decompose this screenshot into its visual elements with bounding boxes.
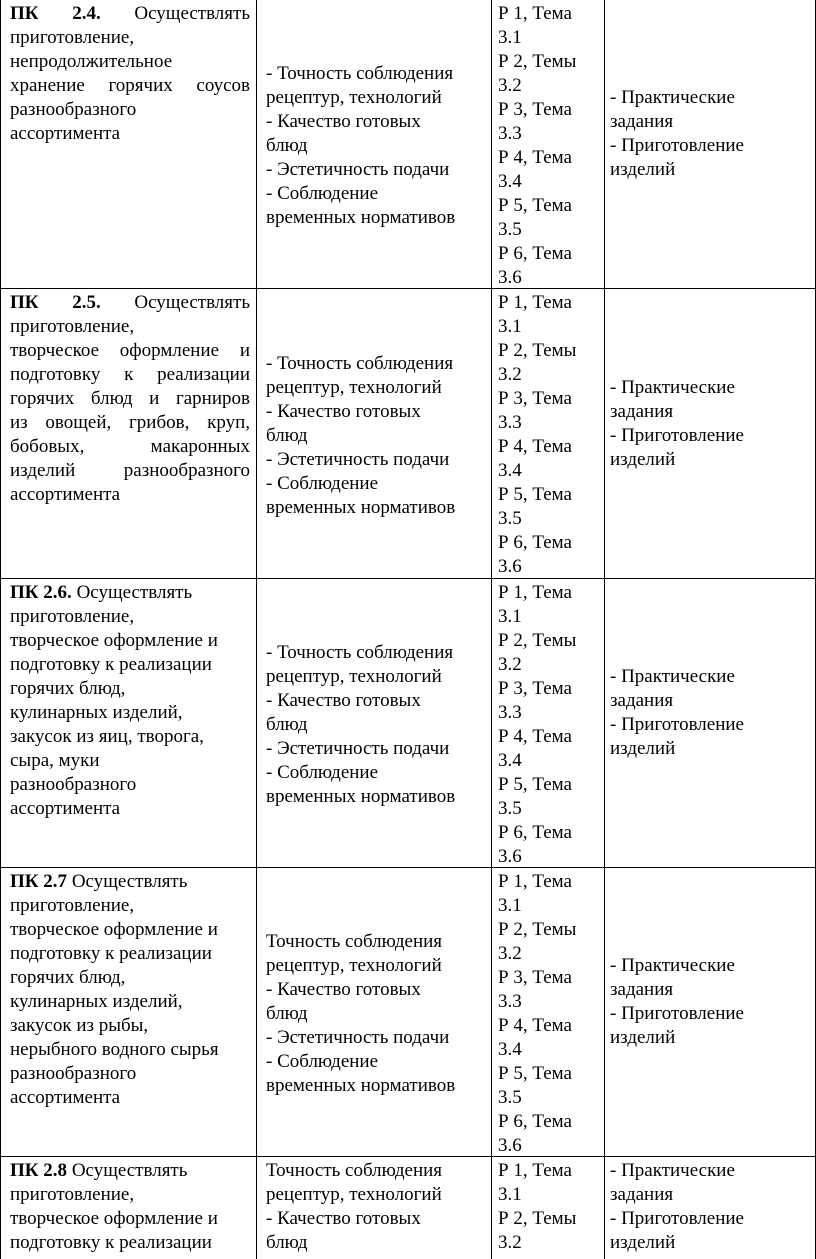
method-line: - Практические xyxy=(610,87,735,108)
competency-line: разнообразного xyxy=(10,774,137,795)
topic-line: Р 2, Темы xyxy=(498,1208,577,1229)
competency-line: творческое оформление и xyxy=(10,630,218,651)
row-divider-3 xyxy=(0,867,816,868)
topic-line: Р 4, Тема xyxy=(498,147,572,168)
row-divider-1 xyxy=(0,288,816,289)
topic-line: Р 1, Тема xyxy=(498,871,572,892)
competency-line: ассортимента xyxy=(10,123,121,144)
criteria-line: рецептур, технологий xyxy=(266,955,442,976)
competency-line: горячих блюд, xyxy=(10,967,126,988)
topic-line: Р 3, Тема xyxy=(498,388,572,409)
topic-line: Р 2, Темы xyxy=(498,919,577,940)
row-divider-4 xyxy=(0,1156,816,1157)
competency-line: подготовку к реализации xyxy=(10,1232,212,1253)
competency-line: подготовку к реализации xyxy=(10,364,250,385)
criteria-line: рецептур, технологий xyxy=(266,666,442,687)
method-line: - Приготовление xyxy=(610,425,744,446)
criteria-cell xyxy=(266,62,492,230)
method-line: изделий xyxy=(610,159,676,180)
criteria-line: рецептур, технологий xyxy=(266,377,442,398)
competency-code: ПК 2.7 xyxy=(10,871,68,892)
method-line: - Приготовление xyxy=(610,1003,744,1024)
competency-code: ПК 2.8 xyxy=(10,1160,68,1181)
topic-line: Р 6, Тема xyxy=(498,243,572,264)
criteria-line: - Качество готовых xyxy=(266,1208,421,1229)
method-line: изделий xyxy=(610,1027,676,1048)
competency-cell xyxy=(10,291,250,507)
topic-line: 3.2 xyxy=(498,654,522,675)
method-line: задания xyxy=(610,1184,674,1205)
topics-cell xyxy=(498,2,602,290)
method-line: - Приготовление xyxy=(610,714,744,735)
topics-cell xyxy=(498,870,602,1158)
competency-line: приготовление, xyxy=(10,606,135,627)
topic-line: Р 4, Тема xyxy=(498,726,572,747)
topic-line: 3.1 xyxy=(498,27,522,48)
criteria-line: - Качество готовых xyxy=(266,401,421,422)
criteria-line: временных нормативов xyxy=(266,786,456,807)
topic-line: Р 6, Тема xyxy=(498,532,572,553)
criteria-cell xyxy=(266,930,492,1098)
competency-line: приготовление, xyxy=(10,27,135,48)
criteria-line: - Точность соблюдения xyxy=(266,63,454,84)
criteria-line: блюд xyxy=(266,1232,308,1253)
competency-line: подготовку к реализации xyxy=(10,654,212,675)
criteria-line: - Соблюдение xyxy=(266,183,379,204)
competency-line: творческое оформление и xyxy=(10,1208,218,1229)
topic-line: Р 2, Темы xyxy=(498,630,577,651)
topic-line: Р 6, Тема xyxy=(498,822,572,843)
column-divider-3 xyxy=(604,0,605,1259)
criteria-line: временных нормативов xyxy=(266,1075,456,1096)
topic-line: 3.3 xyxy=(498,412,522,433)
criteria-line: - Качество готовых xyxy=(266,979,421,1000)
criteria-line: Точность соблюдения xyxy=(266,1160,443,1181)
competency-line: ассортимента xyxy=(10,1087,121,1108)
topic-line: Р 2, Темы xyxy=(498,51,577,72)
criteria-line: Точность соблюдения xyxy=(266,931,443,952)
method-line: - Практические xyxy=(610,666,735,687)
competency-cell xyxy=(10,581,250,821)
topic-line: 3.1 xyxy=(498,895,522,916)
criteria-line: блюд xyxy=(266,425,308,446)
topic-line: 3.5 xyxy=(498,798,522,819)
competency-line: творческое оформление и xyxy=(10,919,218,940)
topics-cell xyxy=(498,1159,602,1255)
competency-line: ассортимента xyxy=(10,798,121,819)
topic-line: 3.6 xyxy=(498,267,522,288)
competency-line: горячих блюд и гарниров xyxy=(10,388,250,409)
topic-line: 3.5 xyxy=(498,508,522,529)
topic-line: 3.6 xyxy=(498,846,522,867)
competency-line: ПК 2.8 Осуществлять xyxy=(10,1160,188,1181)
criteria-line: блюд xyxy=(266,1003,308,1024)
competency-line: разнообразного xyxy=(10,99,137,120)
method-line: задания xyxy=(610,401,674,422)
method-line: задания xyxy=(610,111,674,132)
criteria-cell xyxy=(266,1159,492,1255)
topic-line: Р 6, Тема xyxy=(498,1111,572,1132)
criteria-line: блюд xyxy=(266,714,308,735)
method-line: - Практические xyxy=(610,1160,735,1181)
methods-cell xyxy=(610,954,810,1050)
competency-cell xyxy=(10,2,250,146)
topic-line: 3.1 xyxy=(498,1184,522,1205)
criteria-line: рецептур, технологий xyxy=(266,1184,442,1205)
criteria-line: - Эстетичность подачи xyxy=(266,449,450,470)
competency-line: приготовление, xyxy=(10,895,135,916)
criteria-line: блюд xyxy=(266,135,308,156)
topic-line: 3.1 xyxy=(498,316,522,337)
topic-line: 3.2 xyxy=(498,1232,522,1253)
topic-line: Р 5, Тема xyxy=(498,774,572,795)
topic-line: 3.4 xyxy=(498,750,522,771)
topic-line: 3.5 xyxy=(498,219,522,240)
methods-cell xyxy=(610,86,810,182)
competency-line: ПК 2.5. Осуществлять xyxy=(10,292,250,313)
criteria-line: - Точность соблюдения xyxy=(266,642,454,663)
competency-line: кулинарных изделий, xyxy=(10,991,183,1012)
method-line: - Приготовление xyxy=(610,135,744,156)
competency-code: ПК 2.4. xyxy=(10,3,101,24)
topic-line: 3.5 xyxy=(498,1087,522,1108)
methods-cell xyxy=(610,665,810,761)
topic-line: Р 5, Тема xyxy=(498,484,572,505)
competency-line: горячих блюд, xyxy=(10,678,126,699)
competency-line: изделий разнообразного xyxy=(10,460,250,481)
competency-line: подготовку к реализации xyxy=(10,943,212,964)
competency-line: закусок из рыбы, xyxy=(10,1015,149,1036)
competency-line: приготовление, xyxy=(10,316,135,337)
criteria-line: временных нормативов xyxy=(266,497,456,518)
competency-line: разнообразного xyxy=(10,1063,137,1084)
method-line: задания xyxy=(610,690,674,711)
topic-line: Р 5, Тема xyxy=(498,1063,572,1084)
competency-line: закусок из яиц, творога, xyxy=(10,726,204,747)
competency-line: хранение горячих соусов xyxy=(10,75,250,96)
criteria-line: - Эстетичность подачи xyxy=(266,738,450,759)
topic-line: Р 3, Тема xyxy=(498,99,572,120)
topic-line: Р 1, Тема xyxy=(498,582,572,603)
competency-line: ПК 2.4. Осуществлять xyxy=(10,3,250,24)
criteria-line: - Эстетичность подачи xyxy=(266,159,450,180)
topic-line: 3.3 xyxy=(498,702,522,723)
topic-line: Р 1, Тема xyxy=(498,1160,572,1181)
method-line: задания xyxy=(610,979,674,1000)
methods-cell xyxy=(610,376,810,472)
method-line: изделий xyxy=(610,449,676,470)
topic-line: Р 2, Темы xyxy=(498,340,577,361)
method-line: - Практические xyxy=(610,377,735,398)
criteria-cell xyxy=(266,641,492,809)
competency-line: ПК 2.6. Осуществлять xyxy=(10,582,193,603)
criteria-line: временных нормативов xyxy=(266,207,456,228)
topic-line: 3.3 xyxy=(498,123,522,144)
criteria-line: - Соблюдение xyxy=(266,1051,379,1072)
criteria-cell xyxy=(266,352,492,520)
criteria-line: - Соблюдение xyxy=(266,762,379,783)
topics-cell xyxy=(498,291,602,579)
topic-line: 3.4 xyxy=(498,1039,522,1060)
competency-line: приготовление, xyxy=(10,1184,135,1205)
topic-line: 3.2 xyxy=(498,75,522,96)
method-line: изделий xyxy=(610,1232,676,1253)
topic-line: 3.2 xyxy=(498,364,522,385)
topic-line: Р 5, Тема xyxy=(498,195,572,216)
topic-line: Р 4, Тема xyxy=(498,1015,572,1036)
competency-line: из овощей, грибов, круп, xyxy=(10,412,250,433)
method-line: - Приготовление xyxy=(610,1208,744,1229)
competency-line: нерыбного водного сырья xyxy=(10,1039,219,1060)
topic-line: Р 3, Тема xyxy=(498,678,572,699)
competency-code: ПК 2.6. xyxy=(10,582,72,603)
criteria-line: - Соблюдение xyxy=(266,473,379,494)
competency-line: творческое оформление и xyxy=(10,340,250,361)
topic-line: Р 4, Тема xyxy=(498,436,572,457)
criteria-line: - Качество готовых xyxy=(266,111,421,132)
topic-line: Р 1, Тема xyxy=(498,292,572,313)
competency-line: непродолжительное xyxy=(10,51,173,72)
competency-code: ПК 2.5. xyxy=(10,292,101,313)
topic-line: 3.2 xyxy=(498,943,522,964)
methods-cell xyxy=(610,1159,810,1255)
topics-cell xyxy=(498,581,602,869)
topic-line: 3.3 xyxy=(498,991,522,1012)
criteria-line: - Точность соблюдения xyxy=(266,353,454,374)
topic-line: 3.1 xyxy=(498,606,522,627)
row-divider-2 xyxy=(0,578,816,579)
criteria-line: - Эстетичность подачи xyxy=(266,1027,450,1048)
competency-cell xyxy=(10,1159,250,1255)
method-line: изделий xyxy=(610,738,676,759)
topic-line: 3.4 xyxy=(498,460,522,481)
competency-line: ПК 2.7 Осуществлять xyxy=(10,871,188,892)
competency-cell xyxy=(10,870,250,1110)
topic-line: 3.4 xyxy=(498,171,522,192)
method-line: - Практические xyxy=(610,955,735,976)
topic-line: 3.6 xyxy=(498,556,522,577)
topic-line: 3.6 xyxy=(498,1135,522,1156)
topic-line: Р 1, Тема xyxy=(498,3,572,24)
column-divider-1 xyxy=(256,0,257,1259)
competency-line: сыра, муки xyxy=(10,750,100,771)
competency-line: ассортимента xyxy=(10,484,121,505)
topic-line: Р 3, Тема xyxy=(498,967,572,988)
competency-line: кулинарных изделий, xyxy=(10,702,183,723)
criteria-line: - Качество готовых xyxy=(266,690,421,711)
table-border-left xyxy=(0,0,1,1259)
competency-line: бобовых, макаронных xyxy=(10,436,250,457)
criteria-line: рецептур, технологий xyxy=(266,87,442,108)
